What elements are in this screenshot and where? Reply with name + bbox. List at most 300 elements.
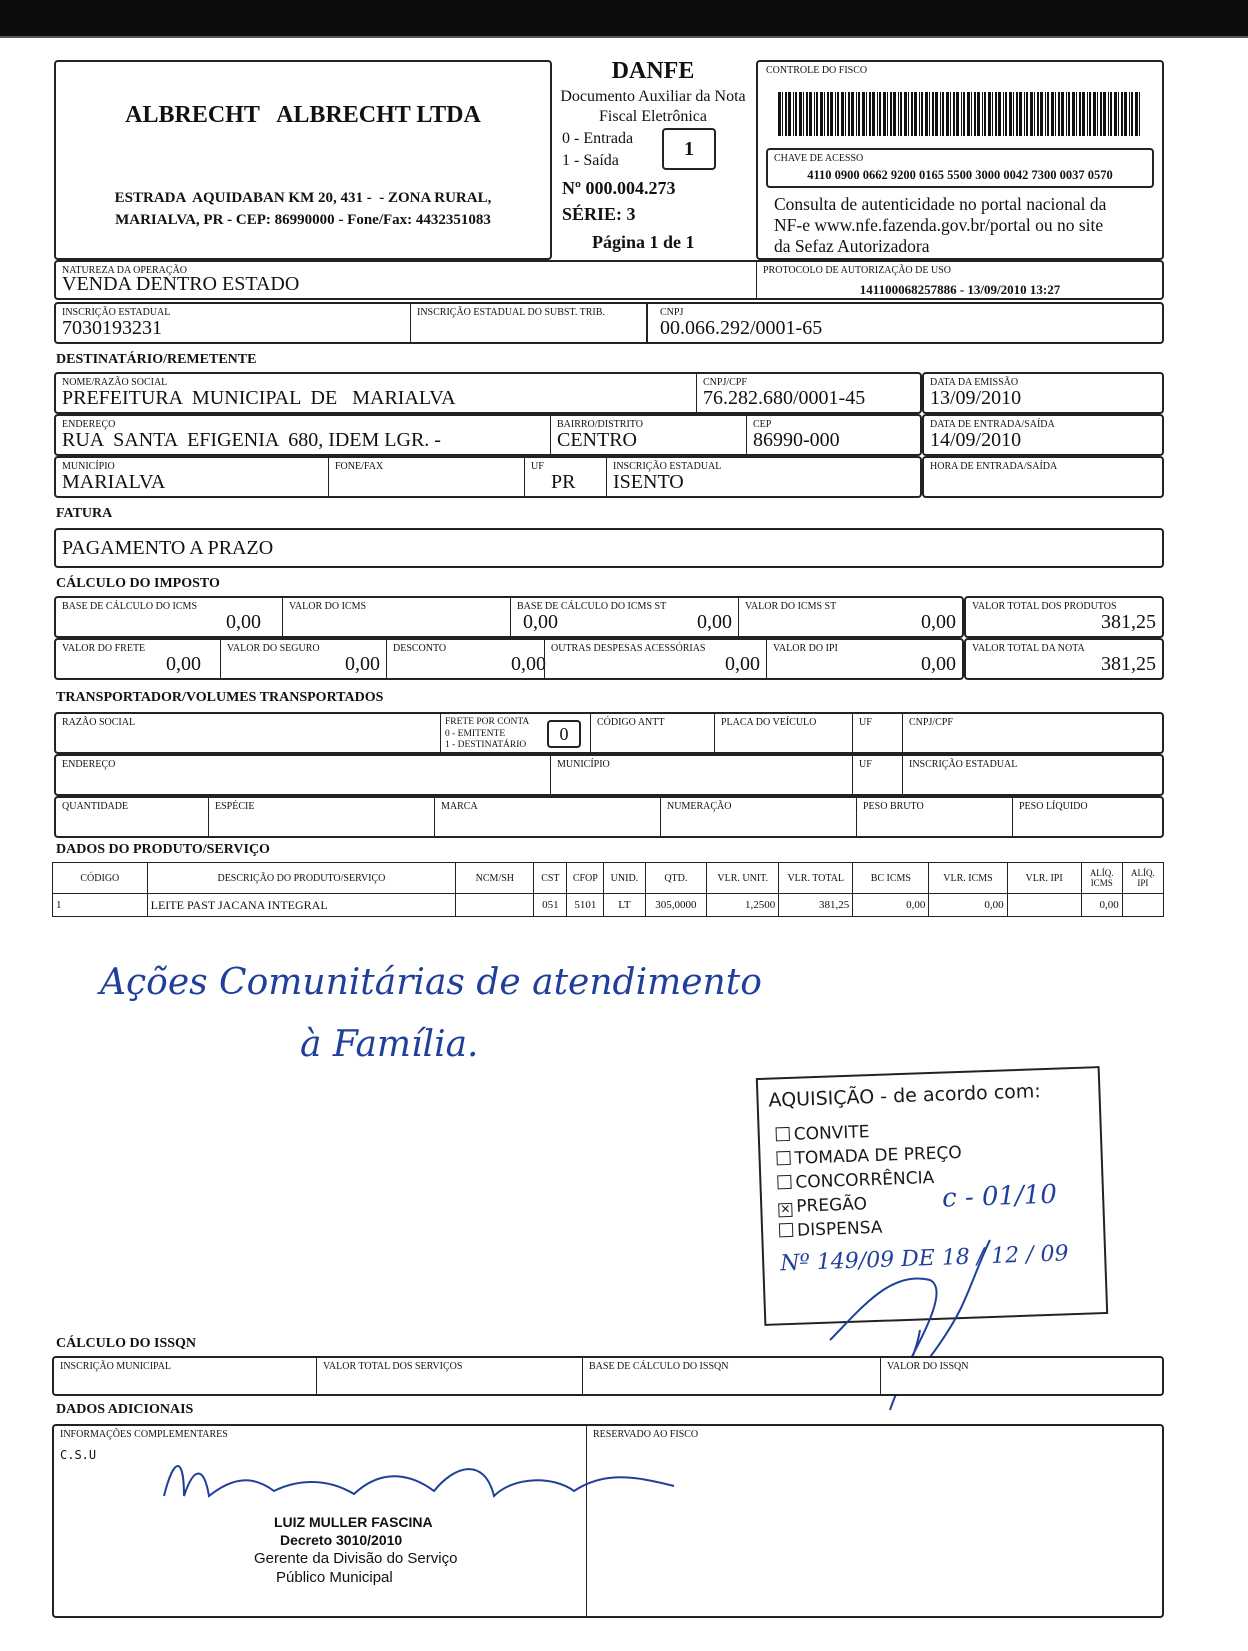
dest-nome-value: PREFEITURA MUNICIPAL DE MARIALVA	[62, 387, 456, 409]
barcode-bar	[830, 92, 833, 136]
destinatario-box-2	[54, 414, 922, 456]
col-vlr-icms: VLR. ICMS	[929, 863, 1007, 894]
cell-vlr-icms: 0,00	[929, 894, 1007, 917]
barcode-bar	[816, 92, 818, 136]
ie-st-label: INSCRIÇÃO ESTADUAL DO SUBST. TRIB.	[417, 307, 605, 318]
total-produtos-value: 381,25	[1101, 611, 1156, 633]
desconto-cell	[386, 640, 552, 678]
total-nota-label: VALOR TOTAL DA NOTA	[972, 643, 1085, 654]
barcode-bar	[803, 92, 804, 136]
barcode-bar	[961, 92, 962, 136]
emitente-box	[54, 60, 552, 260]
cell-codigo: 1	[53, 894, 148, 917]
barcode-bar	[893, 92, 896, 136]
issqn-valor-cell	[880, 1358, 1162, 1394]
barcode-bar	[963, 92, 965, 136]
col-cst: CST	[534, 863, 567, 894]
barcode-bar	[814, 92, 815, 136]
barcode-bar	[1037, 92, 1039, 136]
base-st-label: BASE DE CÁLCULO DO ICMS ST	[517, 601, 667, 612]
signature-name: LUIZ MULLER FASCINA	[274, 1514, 433, 1530]
dest-ie-label: INSCRIÇÃO ESTADUAL	[613, 461, 722, 472]
barcode-bar	[1110, 92, 1112, 136]
barcode-bar	[879, 92, 881, 136]
total-nota-box	[964, 638, 1164, 680]
frete-conta-label-3: 1 - DESTINATÁRIO	[445, 740, 527, 750]
produtos-section-title: DADOS DO PRODUTO/SERVIÇO	[56, 842, 270, 857]
fisco-box	[756, 60, 1164, 260]
barcode-bar	[890, 92, 892, 136]
transp-uf-label: UF	[859, 717, 872, 728]
stamp-numero: Nº 149/09 DE 18 / 12 / 09	[779, 1241, 1069, 1277]
barcode-bar	[848, 92, 850, 136]
barcode-bar	[950, 92, 951, 136]
barcode-bar	[1003, 92, 1004, 136]
issqn-servicos-label: VALOR TOTAL DOS SERVIÇOS	[323, 1361, 463, 1372]
ie-value: 7030193231	[62, 317, 162, 339]
consulta-line-2: NF-e www.nfe.fazenda.gov.br/portal ou no site	[774, 215, 1104, 235]
dest-cep-cell	[746, 416, 920, 454]
barcode-bar	[887, 92, 888, 136]
cell-qtd: 305,0000	[645, 894, 707, 917]
cell-vlr-total: 381,25	[779, 894, 853, 917]
barcode-bar	[809, 92, 812, 136]
barcode-bar	[1030, 92, 1033, 136]
dest-cep-label: CEP	[753, 419, 772, 430]
scan-paper-edge	[0, 36, 1248, 50]
valor-st-cell	[738, 598, 962, 636]
dest-fone-label: FONE/FAX	[335, 461, 384, 472]
barcode-bar	[921, 92, 923, 136]
barcode-bar	[1131, 92, 1133, 136]
transp-municipio-cell	[550, 756, 852, 794]
emitente-name: ALBRECHT ALBRECHT LTDA	[125, 102, 481, 128]
transporte-section-title: TRANSPORTADOR/VOLUMES TRANSPORTADOS	[56, 690, 384, 705]
danfe-saida: 1 - Saída	[562, 152, 619, 169]
barcode-bar	[866, 92, 867, 136]
fatura-value: PAGAMENTO A PRAZO	[62, 537, 274, 559]
transp-razao-label: RAZÃO SOCIAL	[62, 717, 136, 728]
barcode-bar	[793, 92, 794, 136]
dest-fone-cell	[328, 458, 524, 496]
barcode-icon	[778, 92, 1142, 136]
cell-ncm	[456, 894, 534, 917]
cell-vlr-unit: 1,2500	[707, 894, 779, 917]
barcode-bar	[841, 92, 844, 136]
numeracao-label: NUMERAÇÃO	[667, 801, 732, 812]
placa-cell	[714, 714, 852, 752]
barcode-bar	[856, 92, 857, 136]
barcode-bar	[1068, 92, 1070, 136]
barcode-bar	[858, 92, 860, 136]
transporte-box-1	[54, 712, 1164, 754]
cell-cst: 051	[534, 894, 567, 917]
marca-label: MARCA	[441, 801, 478, 812]
barcode-bar	[898, 92, 899, 136]
ie-label: INSCRIÇÃO ESTADUAL	[62, 307, 171, 318]
protocolo-value: 141100068257886 - 13/09/2010 13:27	[859, 282, 1061, 297]
col-ncm: NCM/SH	[456, 863, 534, 894]
dest-entrada-label: DATA DE ENTRADA/SAÍDA	[930, 419, 1055, 430]
chave-value: 4110 0900 0662 9200 0165 5500 3000 0042 7300 0037 0570	[807, 168, 1113, 182]
stamp-tomada	[776, 1143, 962, 1169]
dest-entrada-box	[922, 414, 1164, 456]
convite-checkbox	[776, 1127, 790, 1141]
outras-label: OUTRAS DESPESAS ACESSÓRIAS	[551, 643, 706, 654]
dest-nome-label: NOME/RAZÃO SOCIAL	[62, 377, 168, 388]
barcode-bar	[1045, 92, 1046, 136]
base-icms-label: BASE DE CÁLCULO DO ICMS	[62, 601, 198, 612]
barcode-bar	[974, 92, 976, 136]
transp-cnpj-label: CNPJ/CPF	[909, 717, 953, 728]
info-complementares-value: C.S.U	[60, 1448, 97, 1462]
ipi-label: VALOR DO IPI	[773, 643, 838, 654]
stamp-tomada-label: TOMADA DE PREÇO	[794, 1142, 963, 1169]
valor-icms-value: 0,00	[523, 611, 558, 633]
barcode-bar	[977, 92, 980, 136]
barcode-bar	[862, 92, 865, 136]
transporte-box-3	[54, 796, 1164, 838]
cell-aliq-icms: 0,00	[1081, 894, 1122, 917]
barcode-bar	[1087, 92, 1088, 136]
barcode-bar	[946, 92, 949, 136]
signature-cargo-1: Gerente da Divisão do Serviço	[254, 1550, 458, 1567]
barcode-bar	[992, 92, 993, 136]
adicionais-box	[52, 1424, 1164, 1618]
natureza-value: VENDA DENTRO ESTADO	[62, 273, 300, 295]
frete-conta-label-1: FRETE POR CONTA	[445, 717, 530, 727]
outras-cell	[544, 640, 766, 678]
dest-hora-label: HORA DE ENTRADA/SAÍDA	[930, 461, 1058, 472]
barcode-bar	[799, 92, 802, 136]
barcode-bar	[785, 92, 787, 136]
barcode-bar	[995, 92, 997, 136]
desconto-value: 0,00	[511, 653, 546, 675]
dest-cep-value: 86990-000	[753, 429, 840, 451]
barcode-bar	[1100, 92, 1102, 136]
barcode-bar	[1051, 92, 1054, 136]
barcode-bar	[1093, 92, 1096, 136]
seguro-cell	[220, 640, 386, 678]
barcode-bar	[1013, 92, 1014, 136]
placa-label: PLACA DO VEÍCULO	[721, 717, 817, 728]
danfe-subtitle-2: Fiscal Eletrônica	[599, 108, 707, 125]
emitente-address-1: ESTRADA AQUIDABAN KM 20, 431 - - ZONA RURAL,	[114, 190, 492, 206]
signature-icon	[154, 1446, 714, 1516]
issqn-valor-label: VALOR DO ISSQN	[887, 1361, 969, 1372]
dest-emissao-box	[922, 372, 1164, 414]
especie-label: ESPÉCIE	[215, 801, 255, 812]
transp-municipio-label: MUNICÍPIO	[557, 759, 610, 770]
danfe-title: DANFE	[611, 58, 695, 84]
barcode-bar	[1108, 92, 1109, 136]
stamp-pregao-number: c - 01/10	[941, 1179, 1058, 1214]
stamp-pregao-label: PREGÃO	[795, 1194, 868, 1217]
barcode-bar	[925, 92, 928, 136]
col-cfop: CFOP	[567, 863, 604, 894]
barcode-bar	[1066, 92, 1067, 136]
dest-municipio-value: MARIALVA	[62, 471, 166, 493]
dest-bairro-label: BAIRRO/DISTRITO	[557, 419, 643, 430]
barcode-bar	[1135, 92, 1138, 136]
marca-cell	[434, 798, 660, 836]
col-vlr-ipi: VLR. IPI	[1007, 863, 1081, 894]
cnpj-label: CNPJ	[660, 307, 684, 318]
total-produtos-box	[964, 596, 1164, 638]
barcode-bar	[988, 92, 991, 136]
frete-conta-box	[547, 720, 581, 748]
peso-bruto-label: PESO BRUTO	[863, 801, 924, 812]
base-st-cell	[510, 598, 738, 636]
frete-conta-label-2: 0 - EMITENTE	[445, 729, 506, 739]
info-complementares-label: INFORMAÇÕES COMPLEMENTARES	[60, 1429, 228, 1440]
barcode-bar	[1016, 92, 1018, 136]
dest-emissao-value: 13/09/2010	[930, 387, 1022, 409]
stamp-concorrencia	[777, 1168, 934, 1193]
issqn-base-label: BASE DE CÁLCULO DO ISSQN	[589, 1361, 729, 1372]
concorrencia-checkbox	[777, 1175, 791, 1189]
col-vlr-total: VLR. TOTAL	[779, 863, 853, 894]
cell-unid: LT	[604, 894, 645, 917]
especie-cell	[208, 798, 434, 836]
cell-aliq-ipi	[1122, 894, 1163, 917]
frete-value: 0,00	[166, 653, 201, 675]
barcode-bar	[940, 92, 941, 136]
cell-vlr-ipi	[1007, 894, 1081, 917]
barcode-bar	[835, 92, 836, 136]
cell-cfop: 5101	[567, 894, 604, 917]
quantidade-label: QUANTIDADE	[62, 801, 129, 812]
destinatario-section-title: DESTINATÁRIO/REMETENTE	[56, 352, 257, 367]
barcode-bar	[1047, 92, 1049, 136]
barcode-bar	[806, 92, 808, 136]
frete-conta-value: 0	[559, 724, 569, 744]
barcode-bar	[1124, 92, 1127, 136]
barcode-bar	[900, 92, 902, 136]
pregao-checkbox-checked: ✕	[778, 1203, 792, 1217]
cell-descricao: LEITE PAST JACANA INTEGRAL	[147, 894, 456, 917]
table-row	[53, 894, 1164, 917]
barcode-bar	[953, 92, 955, 136]
barcode-bar	[1082, 92, 1085, 136]
barcode-bar	[845, 92, 846, 136]
numeracao-cell	[660, 798, 856, 836]
total-produtos-label: VALOR TOTAL DOS PRODUTOS	[972, 601, 1117, 612]
barcode-bar	[1076, 92, 1077, 136]
dest-cnpj-value: 76.282.680/0001-45	[703, 387, 866, 409]
transp-cnpj-cell	[902, 714, 1162, 752]
barcode-bar	[1024, 92, 1025, 136]
barcode-bar	[827, 92, 829, 136]
barcode-bar	[1129, 92, 1130, 136]
cnpj-cell	[646, 304, 1162, 342]
barcode-bar	[1026, 92, 1028, 136]
controle-fisco-label: CONTROLE DO FISCO	[766, 65, 868, 76]
protocolo-label: PROTOCOLO DE AUTORIZAÇÃO DE USO	[763, 265, 951, 276]
danfe-tipo-box	[662, 128, 716, 170]
stamp-convite-label: CONVITE	[793, 1122, 870, 1145]
valor-st-label: VALOR DO ICMS ST	[745, 601, 837, 612]
barcode-bar	[1058, 92, 1060, 136]
valor-icms-label: VALOR DO ICMS	[289, 601, 367, 612]
barcode-bar	[908, 92, 909, 136]
base-st-value: 0,00	[697, 611, 732, 633]
barcode-bar	[956, 92, 959, 136]
dest-uf-cell	[524, 458, 600, 496]
stamp-convite	[775, 1122, 869, 1145]
danfe-pagina: Página 1 de 1	[592, 232, 695, 252]
col-aliq-icms: ALÍQ. ICMS	[1081, 863, 1122, 894]
seguro-value: 0,00	[345, 653, 380, 675]
signature-mark-icon	[820, 1230, 1000, 1430]
reservado-fisco-label: RESERVADO AO FISCO	[593, 1429, 699, 1440]
tomada-checkbox	[776, 1151, 790, 1165]
outras-value: 0,00	[725, 653, 760, 675]
dispensa-checkbox	[779, 1223, 793, 1237]
barcode-bar	[1103, 92, 1106, 136]
barcode-bar	[971, 92, 972, 136]
barcode-bar	[1121, 92, 1123, 136]
peso-liquido-cell	[1012, 798, 1162, 836]
issqn-box	[52, 1356, 1164, 1396]
barcode-bar	[883, 92, 886, 136]
col-qtd: QTD.	[645, 863, 707, 894]
danfe-serie: SÉRIE: 3	[562, 204, 636, 224]
handwritten-note-line-1: Ações Comunitárias de atendimento	[100, 962, 762, 1003]
natureza-box	[54, 260, 1164, 300]
barcode-bar	[1005, 92, 1007, 136]
handwritten-note-line-2: à Família.	[300, 1024, 479, 1065]
danfe-tipo: 1	[684, 138, 694, 160]
issqn-servicos-cell	[316, 1358, 582, 1394]
adicionais-section-title: DADOS ADICIONAIS	[56, 1402, 194, 1417]
issqn-base-cell	[582, 1358, 872, 1394]
col-codigo: CÓDIGO	[53, 863, 148, 894]
barcode-bar	[788, 92, 791, 136]
dest-uf-label: UF	[531, 461, 544, 472]
transp-ie-label: INSCRIÇÃO ESTADUAL	[909, 759, 1018, 770]
barcode-bar	[998, 92, 1001, 136]
natureza-label: NATUREZA DA OPERAÇÃO	[62, 265, 188, 276]
issqn-section-title: CÁLCULO DO ISSQN	[56, 1336, 197, 1351]
frete-label: VALOR DO FRETE	[62, 643, 146, 654]
transp-uf-cell	[852, 714, 902, 752]
ie-box	[54, 302, 1164, 344]
imposto-section-title: CÁLCULO DO IMPOSTO	[56, 576, 220, 591]
desconto-label: DESCONTO	[393, 643, 447, 654]
barcode-bar	[935, 92, 938, 136]
antt-cell	[590, 714, 714, 752]
dest-cnpj-label: CNPJ/CPF	[703, 377, 747, 388]
barcode-bar	[872, 92, 875, 136]
barcode-bar	[984, 92, 986, 136]
barcode-bar	[904, 92, 907, 136]
stamp-dispensa-label: DISPENSA	[796, 1217, 883, 1241]
danfe-numero: Nº 000.004.273	[562, 178, 676, 198]
transp-ie-cell	[902, 756, 1162, 794]
barcode-bar	[795, 92, 797, 136]
barcode-bar	[1114, 92, 1117, 136]
ipi-value: 0,00	[921, 653, 956, 675]
fatura-box	[54, 528, 1164, 568]
stamp-concorrencia-label: CONCORRÊNCIA	[795, 1167, 935, 1193]
barcode-bar	[911, 92, 913, 136]
scan-dark-edge	[0, 0, 1248, 40]
destinatario-box-1	[54, 372, 922, 414]
cnpj-value: 00.066.292/0001-65	[660, 317, 823, 339]
barcode-bar	[869, 92, 871, 136]
transporte-box-2	[54, 754, 1164, 796]
barcode-bar	[982, 92, 983, 136]
dest-endereco-label: ENDEREÇO	[62, 419, 116, 430]
ipi-cell	[766, 640, 962, 678]
barcode-bar	[1061, 92, 1064, 136]
barcode-bar	[1079, 92, 1081, 136]
transp-endereco-label: ENDEREÇO	[62, 759, 116, 770]
barcode-bar	[929, 92, 930, 136]
dest-cnpj-cell	[696, 374, 920, 412]
barcode-bar	[932, 92, 934, 136]
peso-liquido-label: PESO LÍQUIDO	[1019, 801, 1088, 812]
barcode-bar	[967, 92, 970, 136]
barcode-bar	[1118, 92, 1119, 136]
danfe-block	[552, 56, 754, 262]
barcode-bar	[820, 92, 823, 136]
barcode-bar	[1089, 92, 1091, 136]
antt-label: CÓDIGO ANTT	[597, 717, 665, 728]
signature-decreto: Decreto 3010/2010	[280, 1532, 403, 1548]
dest-uf-value: PR	[551, 471, 576, 493]
seguro-label: VALOR DO SEGURO	[227, 643, 320, 654]
dest-ie-cell	[606, 458, 920, 496]
chave-box	[766, 148, 1154, 188]
valor-st-value: 0,00	[921, 611, 956, 633]
dest-endereco-value: RUA SANTA EFIGENIA 680, IDEM LGR. -	[62, 429, 441, 451]
barcode-bar	[1139, 92, 1140, 136]
barcode-bar	[1055, 92, 1056, 136]
col-aliq-ipi: ALÍQ. IPI	[1122, 863, 1163, 894]
frete-conta-cell	[440, 714, 590, 752]
barcode-bar	[778, 92, 781, 136]
transp-uf2-cell	[852, 756, 902, 794]
base-icms-value: 0,00	[226, 611, 261, 633]
barcode-bar	[1034, 92, 1035, 136]
barcode-bar	[1019, 92, 1022, 136]
consulta-line-1: Consulta de autenticidade no portal nacional da	[774, 194, 1107, 214]
barcode-bar	[919, 92, 920, 136]
cell-bc-icms: 0,00	[853, 894, 929, 917]
danfe-subtitle-1: Documento Auxiliar da Nota	[560, 88, 746, 105]
dest-ie-value: ISENTO	[613, 471, 684, 493]
chave-label: CHAVE DE ACESSO	[774, 153, 864, 164]
destinatario-box-3	[54, 456, 922, 498]
barcode-bar	[1097, 92, 1098, 136]
col-descricao: DESCRIÇÃO DO PRODUTO/SERVIÇO	[147, 863, 456, 894]
col-vlr-unit: VLR. UNIT.	[707, 863, 779, 894]
imposto-box-2	[54, 638, 964, 680]
dest-entrada-value: 14/09/2010	[930, 429, 1022, 451]
barcode-bar	[851, 92, 854, 136]
emitente-address-2: MARIALVA, PR - CEP: 86990000 - Fone/Fax: 4432351083	[115, 212, 491, 228]
stamp-pregao	[778, 1194, 867, 1217]
barcode-bar	[914, 92, 917, 136]
barcode-bar	[1040, 92, 1043, 136]
fatura-section-title: FATURA	[56, 506, 113, 521]
barcode-bar	[877, 92, 878, 136]
consulta-line-3: da Sefaz Autorizadora	[774, 236, 930, 256]
barcode-bar	[1009, 92, 1012, 136]
imposto-box-1	[54, 596, 964, 638]
